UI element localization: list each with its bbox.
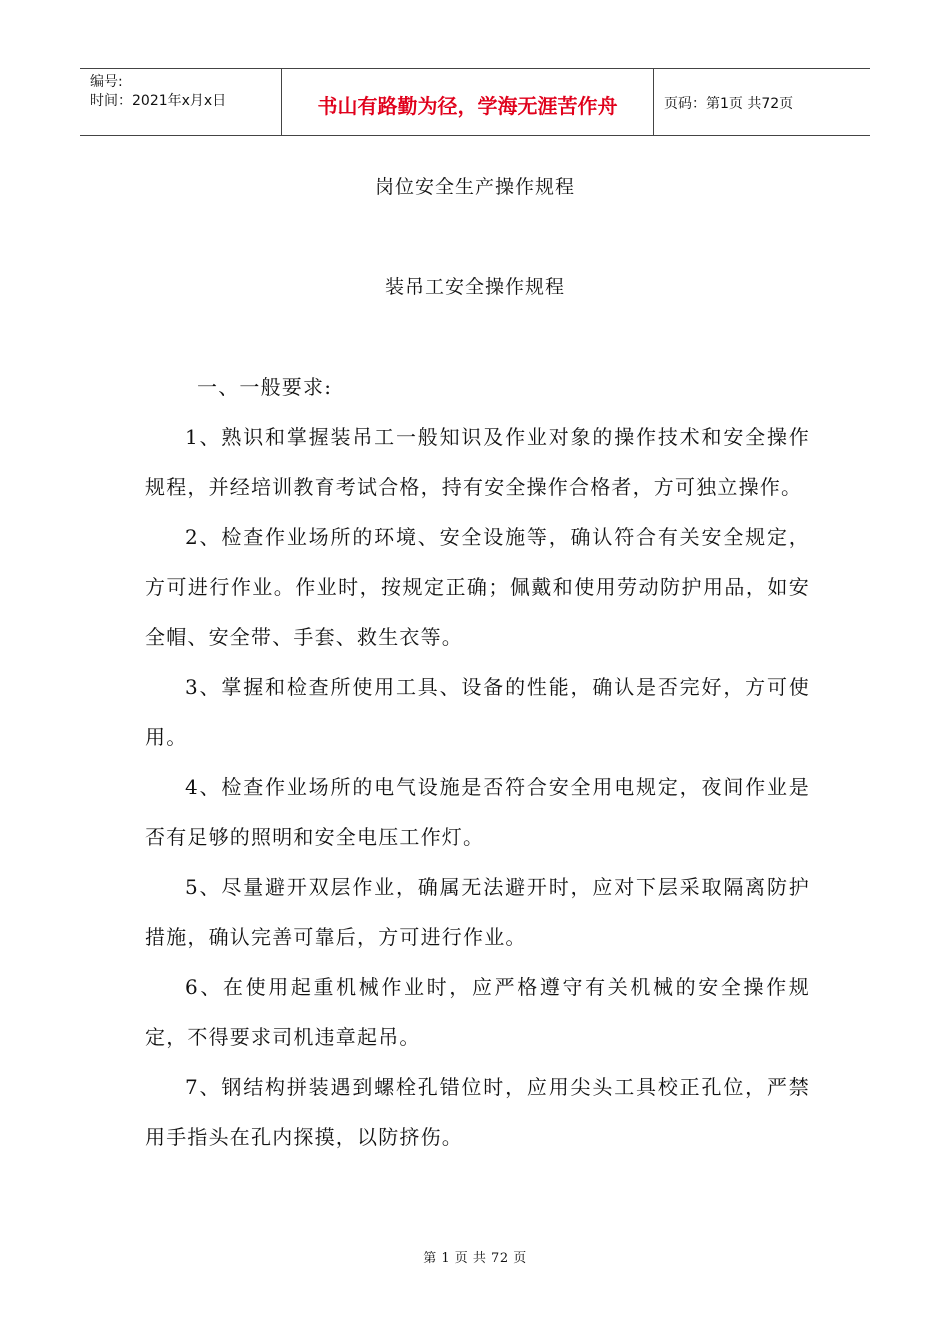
paragraph-6: 6、在使用起重机械作业时，应严格遵守有关机械的安全操作规定，不得要求司机违章起吊。 (145, 975, 810, 1049)
document-header (80, 68, 870, 136)
document-body (145, 362, 810, 1162)
paragraph-7: 7、钢结构拼装遇到螺栓孔错位时，应用尖头工具校正孔位，严禁用手指头在孔内探摸，以防挤伤。 (145, 1075, 810, 1149)
document-title: 岗位安全生产操作规程 (374, 176, 575, 198)
section-heading: 一、一般要求: (197, 375, 333, 399)
paragraph-3: 3、掌握和检查所使用工具、设备的性能，确认是否完好，方可使用。 (145, 675, 810, 749)
paragraph-1: 1、熟识和掌握装吊工一般知识及作业对象的操作技术和安全操作规程，并经培训教育考试合格，持有安全操作合格者，方可独立操作。 (145, 425, 810, 499)
header-meta-cell (80, 69, 282, 135)
header-page-info: 页码：第1页 共72页 (664, 96, 794, 112)
paragraph-2: 2、检查作业场所的环境、安全设施等，确认符合有关安全规定，方可进行作业。作业时，按规定正确；佩戴和使用劳动防护用品，如安全帽、安全带、手套、救生衣等。 (145, 525, 810, 649)
header-motto: 书山有路勤为径，学海无涯苦作舟 (282, 69, 654, 135)
document-subtitle: 装吊工安全操作规程 (384, 276, 565, 298)
paragraph-4: 4、检查作业场所的电气设施是否符合安全用电规定，夜间作业是否有足够的照明和安全电压工作灯。 (145, 775, 810, 849)
page-footer: 第 1 页 共 72 页 (423, 1251, 527, 1266)
document-number-label: 编号: (90, 74, 123, 90)
paragraph-5: 5、尽量避开双层作业，确属无法避开时，应对下层采取隔离防护措施，确认完善可靠后，方可进行作业。 (145, 875, 810, 949)
document-time-label: 时间：2021年x月x日 (90, 93, 227, 109)
